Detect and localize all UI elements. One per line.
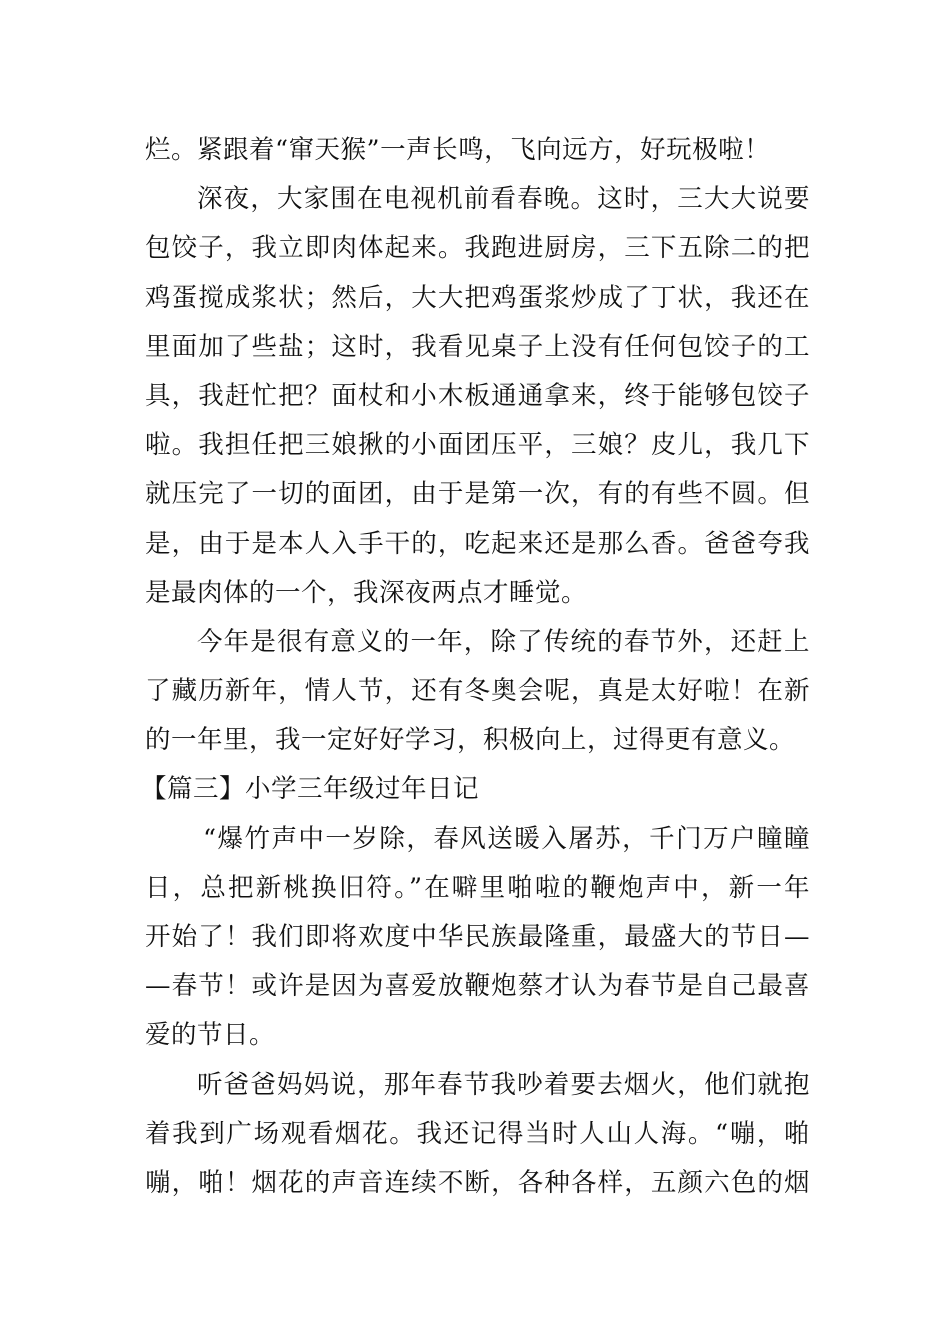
text-line: 着我到广场观看烟花。我还记得当时人山人海。“嘣，啪 xyxy=(145,1118,810,1149)
text-line: 日，总把新桃换旧符。”在噼里啪啦的鞭炮声中，新一年 xyxy=(145,872,810,903)
text-line: 烂。紧跟着“窜天猴”一声长鸣，飞向远方，好玩极啦！ xyxy=(145,135,771,165)
text-line: 里面加了些盐；这时，我看见桌子上没有任何包饺子的工 xyxy=(145,331,810,362)
text-line: 爱的节日。 xyxy=(145,1020,276,1051)
text-line: 的一年里，我一定好好学习，积极向上，过得更有意义。 xyxy=(145,725,796,756)
text-line: 包饺子，我立即肉体起来。我跑进厨房，三下五除二的把 xyxy=(145,233,810,264)
document-body xyxy=(141,126,810,1208)
text-line: 啦。我担任把三娘揪的小面团压平，三娘？皮儿，我几下 xyxy=(145,430,810,461)
paragraph-first-line: 今年是很有意义的一年，除了传统的春节外，还赶上 xyxy=(197,626,810,657)
text-line: 是最肉体的一个，我深夜两点才睡觉。 xyxy=(145,577,588,608)
paragraph-first-line: “爆竹声中一岁除，春风送暖入屠苏，千门万户瞳瞳 xyxy=(203,823,810,854)
text-line: 就压完了一切的面团，由于是第一次，有的有些不圆。但 xyxy=(145,479,810,510)
paragraph-first-line: 深夜，大家围在电视机前看春晚。这时，三大大说要 xyxy=(197,184,810,215)
section-heading: 【篇三】小学三年级过年日记 xyxy=(141,774,480,805)
text-line: 嘣，啪！烟花的声音连续不断，各种各样，五颜六色的烟 xyxy=(145,1167,810,1198)
text-line: 了藏历新年，情人节，还有冬奥会呢，真是太好啦！在新 xyxy=(145,676,810,707)
paragraph-first-line: 听爸爸妈妈说，那年春节我吵着要去烟火，他们就抱 xyxy=(197,1069,810,1100)
text-line: —春节！或许是因为喜爱放鞭炮蔡才认为春节是自己最喜 xyxy=(145,971,810,1002)
text-line: 鸡蛋搅成浆状；然后，大大把鸡蛋浆炒成了丁状，我还在 xyxy=(145,282,810,313)
text-line: 具，我赶忙把？面杖和小木板通通拿来，终于能够包饺子 xyxy=(145,380,810,411)
text-line: 是，由于是本人入手干的，吃起来还是那么香。爸爸夸我 xyxy=(145,528,810,559)
text-line: 开始了！我们即将欢度中华民族最隆重，最盛大的节日— xyxy=(145,922,810,952)
